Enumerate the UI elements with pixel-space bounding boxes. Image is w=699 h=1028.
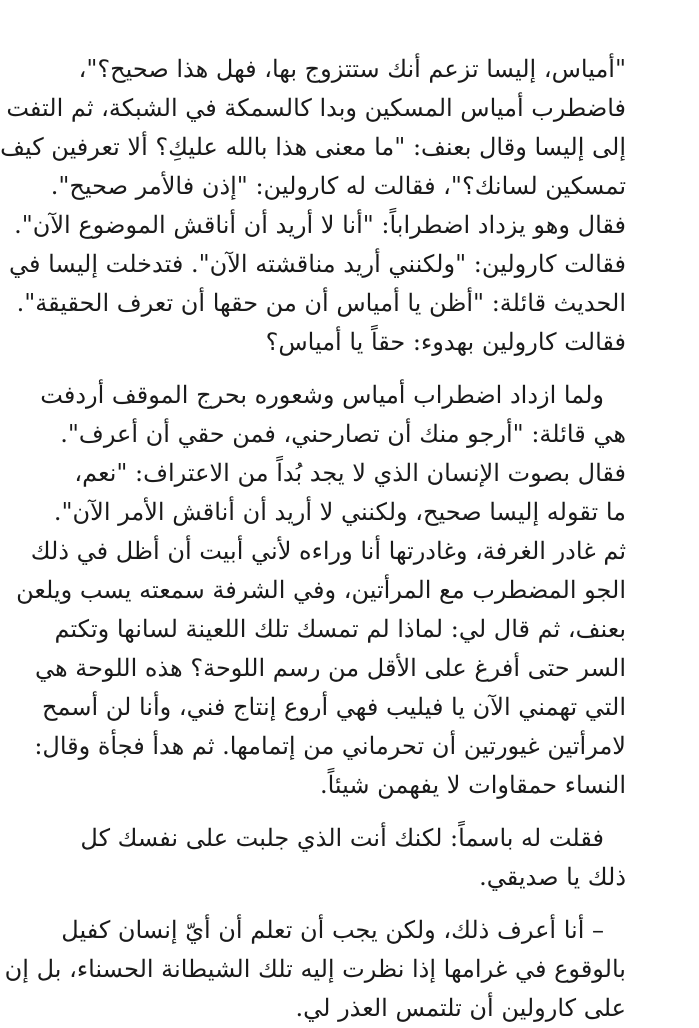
text-line: ذلك يا صديقي. <box>479 863 626 891</box>
paragraph-4 <box>4 911 626 1028</box>
text-line: ولما ازداد اضطراب أمياس وشعوره بحرج الموقف أردفت <box>40 381 604 409</box>
text-line: إلى إليسا وقال بعنف: "ما معنى هذا بالله عليكِ؟ ألا تعرفين كيف <box>0 133 626 161</box>
text-line: تمسكين لسانك؟"، فقالت له كارولين: "إذن فالأمر صحيح". <box>50 172 626 200</box>
book-page <box>0 50 626 1028</box>
text-line: السر حتى أفرغ على الأقل من رسم اللوحة؟ هذه اللوحة هي <box>34 654 626 682</box>
text-line: فقال وهو يزداد اضطراباً: "أنا لا أريد أن أناقش الموضوع الآن". <box>14 211 626 239</box>
text-line: – أنا أعرف ذلك، ولكن يجب أن تعلم أن أيّ إنسان كفيل <box>61 916 604 944</box>
text-line: فقالت كارولين بهدوء: حقاً يا أمياس؟ <box>265 328 626 356</box>
text-line: النساء حمقاوات لا يفهمن شيئاً. <box>319 771 626 799</box>
text-line: ثم غادر الغرفة، وغادرتها أنا وراءه لأني أبيت أن أظل في ذلك <box>30 537 626 565</box>
text-line: بالوقوع في غرامها إذا نظرت إليه تلك الشيطانة الحسناء، بل إن <box>4 955 626 983</box>
text-line: هي قائلة: "أرجو منك أن تصارحني، فمن حقي أن أعرف". <box>60 420 626 448</box>
text-line: على كارولين أن تلتمس العذر لي. <box>295 994 626 1022</box>
text-line: التي تهمني الآن يا فيليب فهي أروع إنتاج فني، وأنا لن أسمح <box>42 693 626 721</box>
paragraph-1 <box>0 50 626 362</box>
text-line: بعنف، ثم قال لي: لماذا لم تمسك تلك اللعينة لسانها وتكتم <box>54 615 626 643</box>
text-line: الحديث قائلة: "أظن يا أمياس أن من حقها أن تعرف الحقيقة". <box>16 289 626 317</box>
text-line: فقلت له باسماً: لكنك أنت الذي جلبت على نفسك كل <box>80 824 604 852</box>
text-line: ما تقوله إليسا صحيح، ولكنني لا أريد أن أناقش الأمر الآن". <box>53 498 626 526</box>
text-line: فاضطرب أمياس المسكين وبدا كالسمكة في الشبكة، ثم التفت <box>6 94 626 122</box>
text-line: فقال بصوت الإنسان الذي لا يجد بُداً من الاعتراف: "نعم، <box>74 459 626 487</box>
paragraph-3 <box>80 819 626 897</box>
paragraph-2 <box>16 376 626 805</box>
text-line: لامرأتين غيورتين أن تحرماني من إتمامها. ثم هدأ فجأة وقال: <box>34 732 626 760</box>
text-line: فقالت كارولين: "ولكنني أريد مناقشته الآن". فتدخلت إليسا في <box>8 250 626 278</box>
text-line: الجو المضطرب مع المرأتين، وفي الشرفة سمعته يسب ويلعن <box>16 576 626 604</box>
text-line: "أمياس، إليسا تزعم أنك ستتزوج بها، فهل هذا صحيح؟"، <box>78 55 626 83</box>
